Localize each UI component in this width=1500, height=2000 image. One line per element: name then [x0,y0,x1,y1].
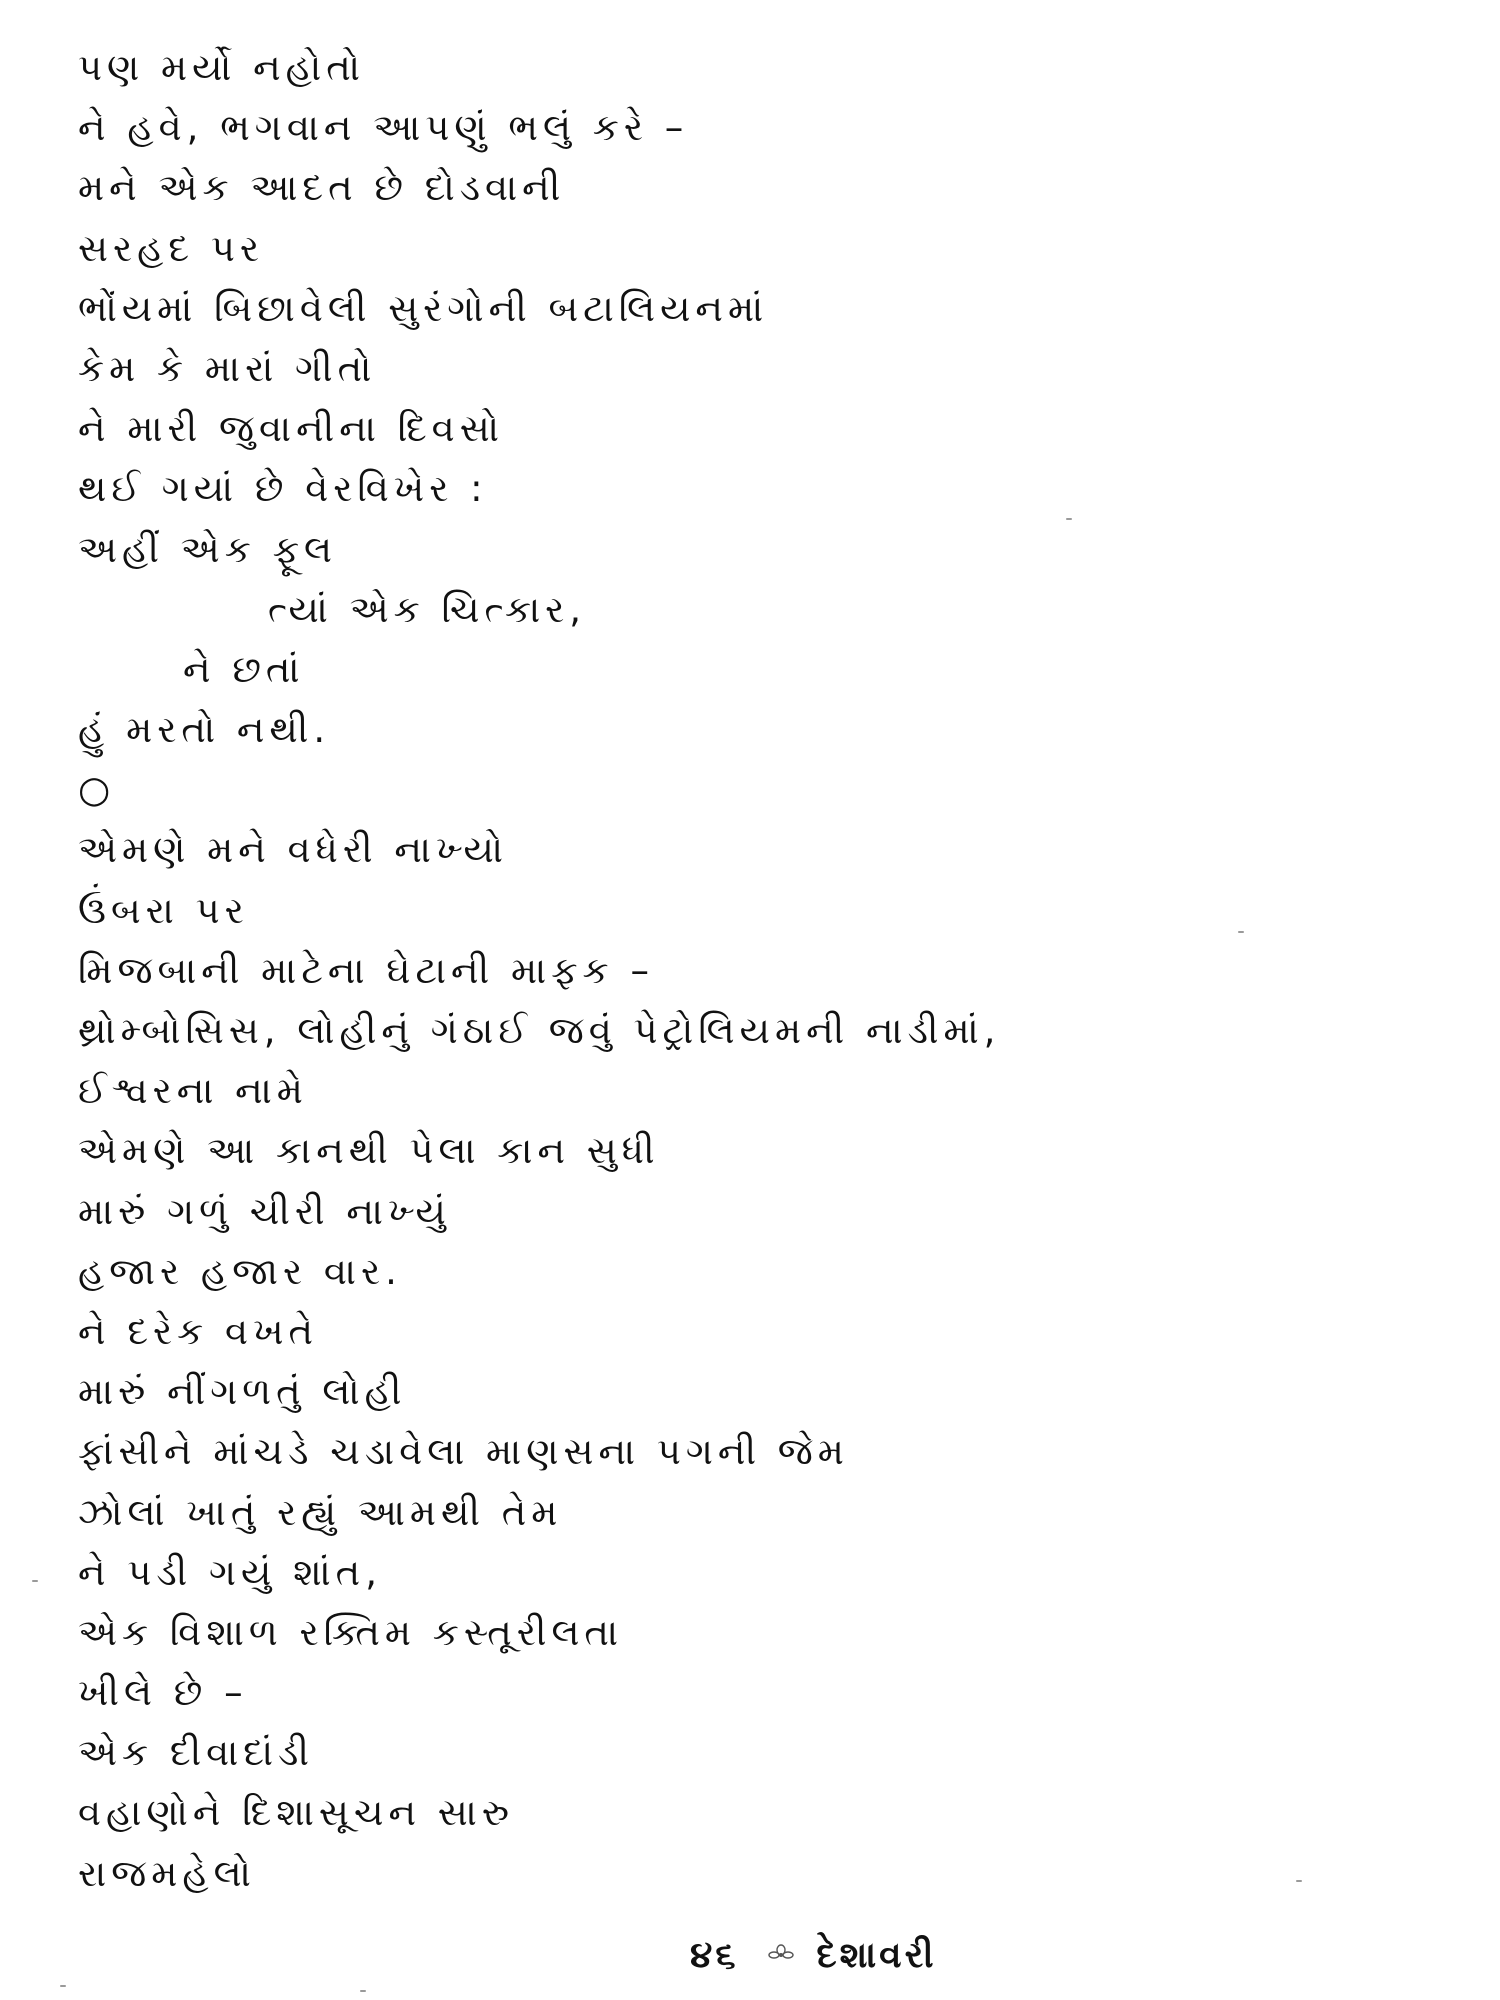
book-title: દેશાવરી [816,1935,937,1976]
poem-line: અહીં એક ફૂલ [78,527,337,571]
poem-line: હજાર હજાર વાર. [78,1249,402,1293]
poem-line: ઈશ્વરના નામે [78,1069,308,1113]
scan-speck [1238,931,1244,933]
poem-line: ને દરેક વખતે [78,1309,319,1353]
poem-line-indented: ત્યાં એક ચિત્કાર, [268,587,587,631]
poem-line: પણ મર્યો નહોતો [78,46,366,89]
scan-speck [60,1985,66,1987]
poem-line: વહાણોને દિશાસૂચન સારુ [78,1791,514,1835]
poem-line: ફાંસીને માંચડે ચડાવેલા માણસના પગની જેમ [78,1430,849,1474]
poem-line: મારું નીંગળતું લોહી [78,1370,407,1414]
poem-line: એક વિશાળ રક્તિમ કસ્તૂરીલતા [78,1610,624,1654]
poem-line: એક દીવાદાંડી [78,1731,314,1775]
scan-speck [360,1990,366,1992]
poem-line: કેમ કે મારાં ગીતો [78,346,377,390]
poem-line-indented: ને છતાં [183,647,305,691]
page-number: ૪૬ [690,1935,739,1976]
scan-speck [1296,1880,1302,1882]
poem-line: થઈ ગયાં છે વેરવિખેર : [78,467,488,511]
poem-line: ને મારી જુવાનીના દિવસો [78,407,504,451]
poem-line: સરહદ પર [78,226,264,270]
poem-line: મિજબાની માટેના ઘેટાની માફક – [78,948,654,992]
poem-line: રાજમહેલો [78,1851,256,1895]
section-break-circle: ○ [78,768,116,812]
poem-line: ને હવે, ભગવાન આપણું ભલું કરે – [78,106,689,150]
scan-speck [32,1580,38,1582]
poem-text [78,38,1418,1904]
poem-line: ખીલે છે – [78,1671,248,1715]
poem-line: હું મરતો નથી. [78,708,331,752]
poem-line: ભોંયમાં બિછાવેલી સુરંગોની બટાલિયનમાં [78,286,769,330]
poem-line: એમણે મને વધેરી નાખ્યો [78,828,508,872]
poem-line: મને એક આદત છે દોડવાની [78,166,566,210]
poem-line: ઉંબરા પર [78,888,249,932]
poem-line: ને પડી ગયું શાંત, [78,1550,382,1594]
poem-line: મારું ગળું ચીરી નાખ્યું [78,1189,451,1233]
page-footer [690,1928,937,1984]
poem-line: થ્રોમ્બોસિસ, લોહીનું ગંઠાઈ જવું પેટ્રોલિયમની નાડીમાં, [78,1009,1001,1052]
poem-line: એમણે આ કાનથી પેલા કાન સુધી [78,1129,660,1173]
poem-line: ઝોલાં ખાતું રહ્યું આમથી તેમ [78,1490,563,1534]
scan-speck [1066,518,1072,520]
small-flower-ornament-icon [768,1928,794,1984]
